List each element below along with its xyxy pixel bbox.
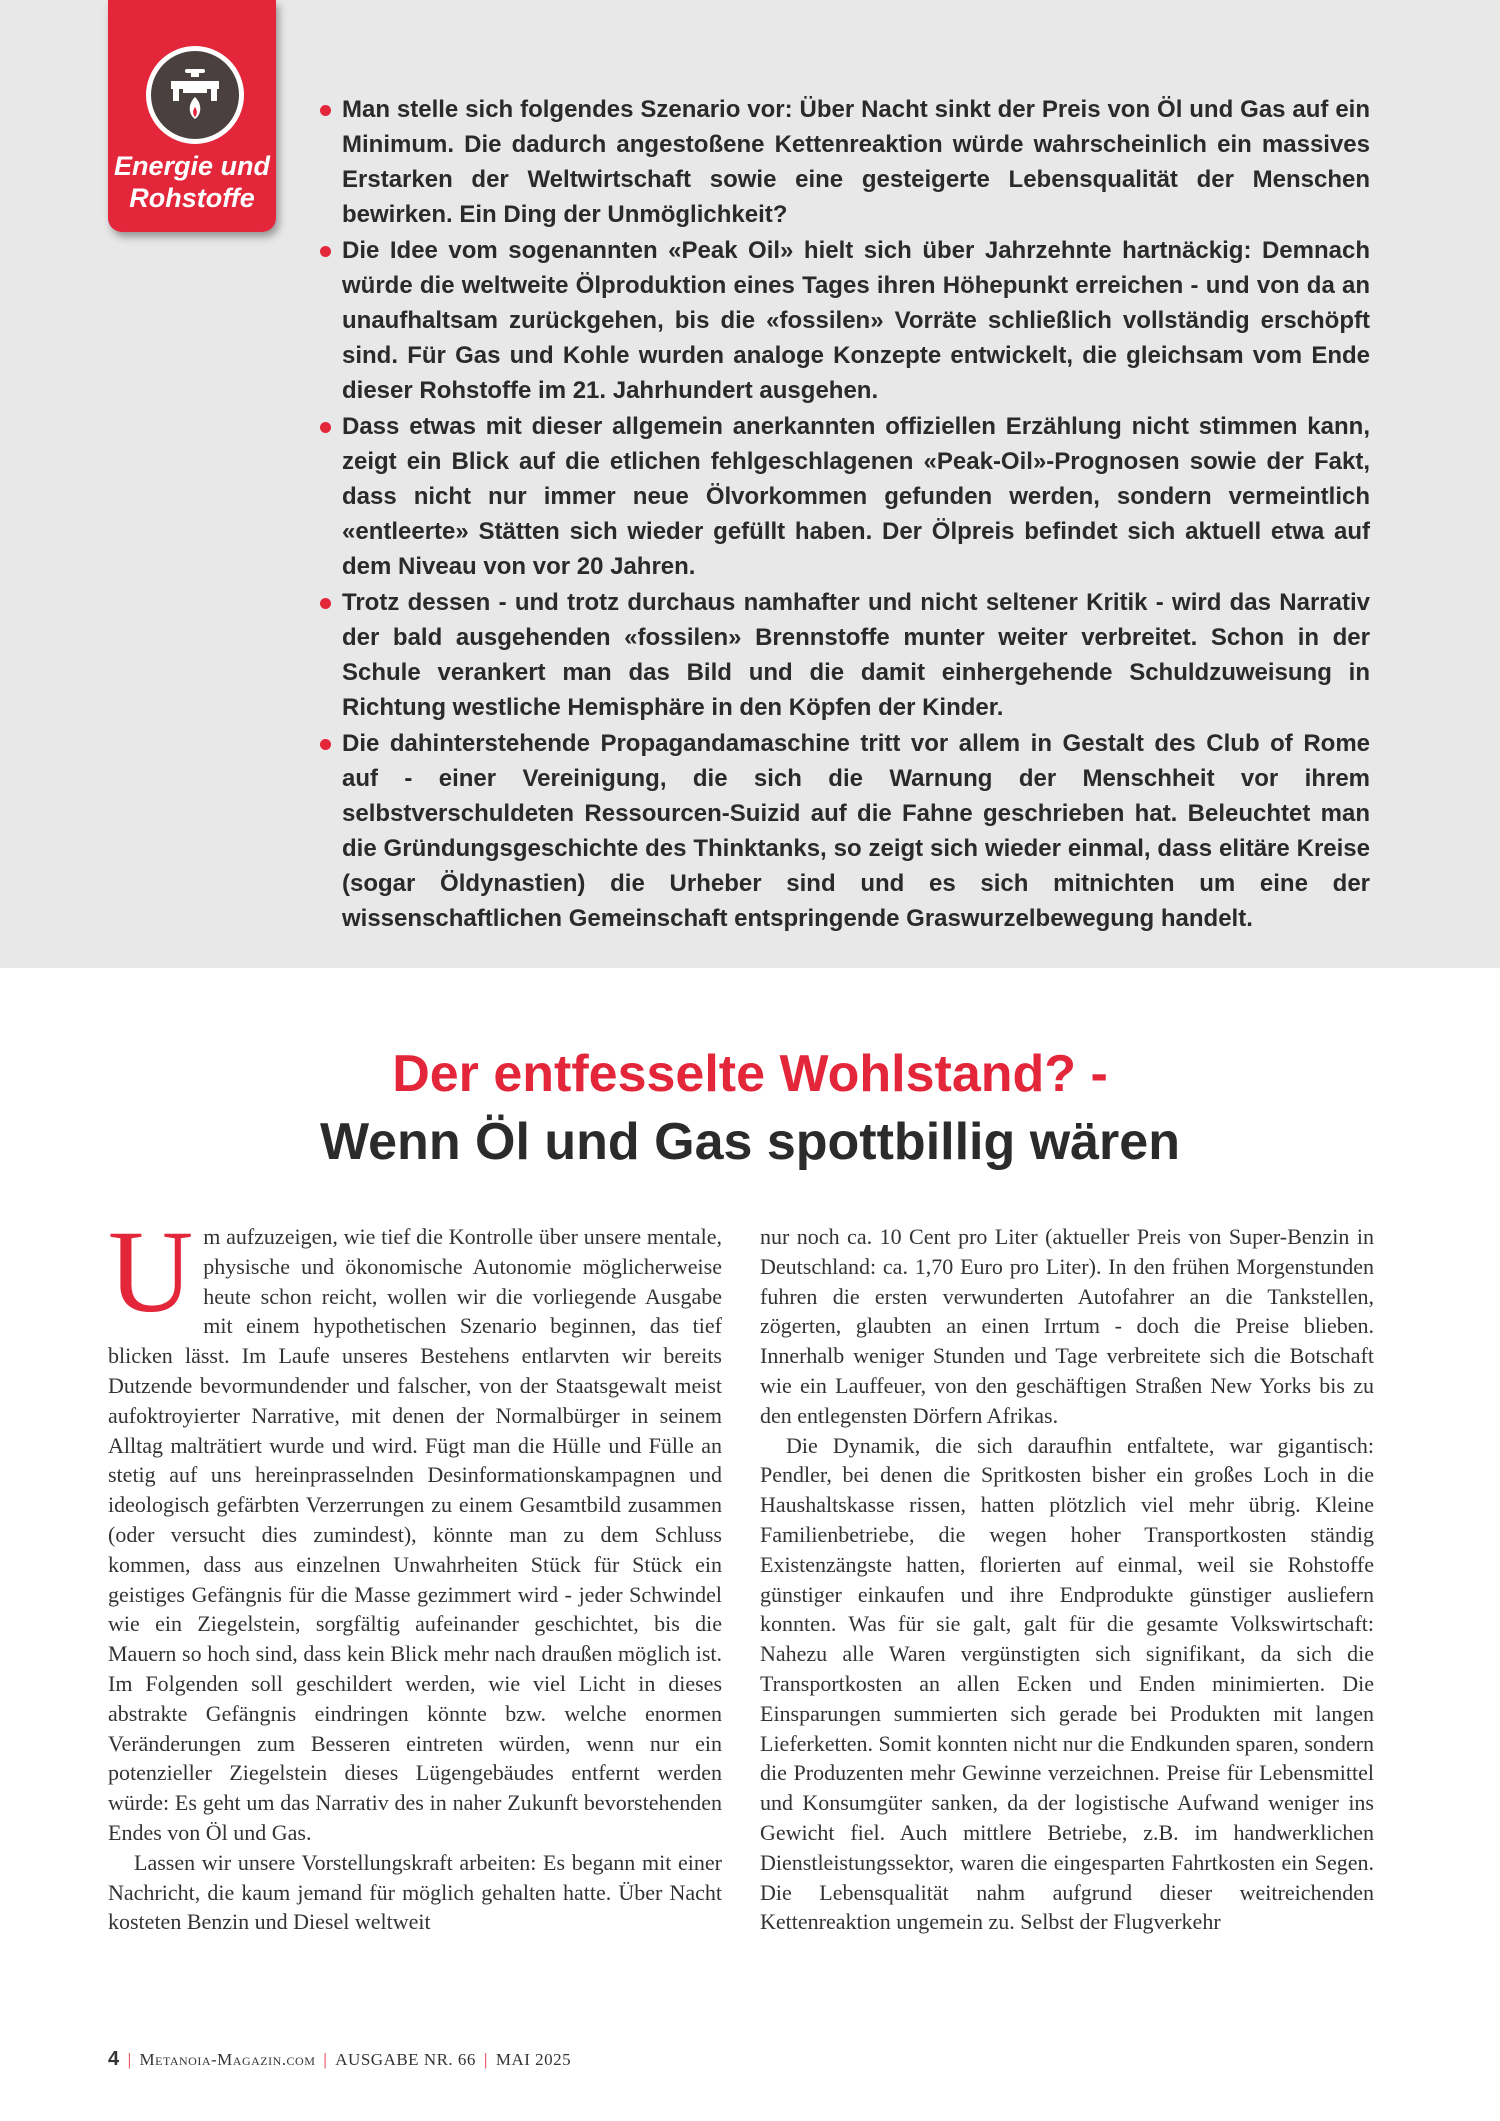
page-number: 4 — [108, 2048, 120, 2070]
article-column-left — [108, 1206, 722, 1937]
article-column-right — [760, 1222, 1374, 1937]
summary-bullets — [320, 92, 1370, 937]
article-paragraph: Lassen wir unsere Vorstellungskraft arbeiten: Es begann mit einer Nachricht, die kaum jemand für möglich gehalten hatte. Über Nacht kosteten Benzin und Diesel weltweit — [108, 1849, 722, 1935]
category-badge — [108, 0, 276, 232]
category-label: Energie und Rohstoffe — [113, 151, 270, 213]
article-paragraph: Die Dynamik, die sich daraufhin entfaltete, war gigantisch: Pendler, bei denen die Spritkosten bisher ein großes Loch in die Haushaltskasse rissen, hatten plötzlich viel mehr übrig. Kleine Familienbetriebe, die wegen hoher Transportkosten ständig Existenzängste hatten, florierten auf einmal, weil sie Rohstoffe günstiger einkaufen und ihre Endprodukte günstiger ausliefern konnten. Was für sie galt, galt für die gesamte Volkswirtschaft: Nahezu alle Waren vergünstigten sich signifikant, da sich die Transportkosten an allen Ecken und Enden minimierten. Die Einsparungen summierten sich gerade bei Produkten mit langen Lieferketten. Somit konnten nicht nur die Endkunden sparen, sondern die Produzenten mehr Gewinne verzeichnen. Preise für Lebensmittel und Konsumgüter sanken, da der logistische Aufwand weniger ins Gewicht fiel. Auch mittlere Betriebe, z.B. im handwerklichen Dienstleistungssektor, waren die eingesparten Fahrtkosten ein Segen. Die Lebensqualität nahm aufgrund dieser weitreichenden Kettenreaktion ungemein zu. Selbst der Flugverkehr — [760, 1432, 1374, 1935]
summary-bullet: Die dahinterstehende Propagandamaschine tritt vor allem in Gestalt des Club of Rome auf - einer Vereinigung, die sich die Warnung der Menschheit vor ihrem selbstverschuldeten Ressourcen-Suizid auf die Fahne geschrieben hat. Beleuchtet man die Gründungsgeschichte des Thinktanks, so zeigt sich wieder einmal, dass elitäre Kreise (sogar Öldynastien) die Urheber sind und es sich mitnichten um eine der wissenschaftlichen Gemeinschaft entspringende Graswurzelbewegung handelt. — [320, 726, 1370, 936]
page-footer: 4 | Metanoia-Magazin.com | AUSGABE NR. 66 | MAI 2025 — [108, 2048, 572, 2070]
summary-bullet: Dass etwas mit dieser allgemein anerkannten offiziellen Erzählung nicht stimmen kann, zeigt ein Blick auf die etlichen fehlgeschlagenen «Peak-Oil»-Prognosen sowie der Fakt, dass nicht nur immer neue Ölvorkommen gefunden werden, sondern vermeintlich «entleerte» Stätten sich wieder gefüllt haben. Der Ölpreis befindet sich aktuell etwa auf dem Niveau von vor 20 Jahren. — [320, 409, 1370, 584]
headline-line-1: Der entfesselte Wohlstand? - — [392, 1045, 1108, 1103]
oil-gas-pipe-flame-icon — [146, 46, 244, 144]
summary-bullet: Trotz dessen - und trotz durchaus namhafter und nicht seltener Kritik - wird das Narrativ der bald ausgehenden «fossilen» Brennstoffe munter weiter verbreitet. Schon in der Schule verankert man das Bild und die damit einhergehende Schuldzuweisung in Richtung westliche Hemisphäre in den Köpfen der Kinder. — [320, 585, 1370, 725]
article-paragraph: nur noch ca. 10 Cent pro Liter (aktueller Preis von Super-Benzin in Deutschland: ca. 1,70 Euro pro Liter). In den frühen Morgenstunden fuhren die ersten verwunderten Autofahrer an die Tankstellen, zögerten, glaubten an einen Irrtum - doch die Preise blieben. Innerhalb weniger Stunden und Tage verbreitete sich die Botschaft wie ein Lauffeuer, von den geschäftigen Straßen New Yorks bis zu den entlegensten Dörfern Afrikas. — [760, 1224, 1374, 1428]
article-paragraph: Um aufzuzeigen, wie tief die Kontrolle über unsere mentale, physische und ökonomische Autonomie möglicherweise heute schon reicht, wollen wir die vorliegende Ausgabe mit einem hypothetischen Szenario beginnen, das tief blicken lässt. Im Laufe unseres Bestehens entlarvten wir bereits Dutzende bevormundender und falscher, von der Staatsgewalt meist aufoktroyierter Narrative, mit denen der Normalbürger in seinem Alltag malträtiert wurde und wird. Fügt man die Hülle und Fülle an stetig auf uns hereinprasselnden Desinformationskampagnen und ideologisch gefärbten Verzerrungen zu einem Gesamtbild zusammen (oder versucht dies zumindest), könnte man zu dem Schluss kommen, dass aus einzelnen Unwahrheiten Stück für Stück ein geistiges Gefängnis für die Masse gezimmert wird - jeder Schwindel wie ein Ziegelstein, sorgfältig aufeinander geschichtet, bis die Mauern so hoch sind, dass kein Blick mehr nach draußen möglich ist. Im Folgenden soll geschildert werden, wie viel Licht in dieses abstrakte Gefängnis eindringen könnte bzw. welche enormen Veränderungen zum Besseren eintreten würden, wenn nur ein potenzieller Ziegelstein dieses Lügengebäudes entfernt werden würde: Es geht um das Narrativ des in naher Zukunft bevorstehenden Endes von Öl und Gas. — [108, 1206, 722, 1845]
article-headline — [0, 1040, 1500, 1176]
footer-issue: AUSGABE NR. 66 — [335, 2050, 476, 2069]
footer-date: MAI 2025 — [495, 2050, 572, 2069]
footer-site[interactable]: Metanoia-Magazin.com — [139, 2050, 316, 2069]
headline-line-2: Wenn Öl und Gas spottbillig wären — [320, 1113, 1180, 1171]
summary-bullet: Man stelle sich folgendes Szenario vor: Über Nacht sinkt der Preis von Öl und Gas auf ein Minimum. Die dadurch angestoßene Kettenreaktion würde wahrscheinlich ein massives Erstarken der Weltwirtschaft sowie eine gesteigerte Lebensqualität der Menschen bewirken. Ein Ding der Unmöglichkeit? — [320, 92, 1370, 232]
drop-cap: U — [108, 1206, 194, 1337]
summary-bullet: Die Idee vom sogenannten «Peak Oil» hielt sich über Jahrzehnte hartnäckig: Demnach würde die weltweite Ölproduktion eines Tages ihren Höhepunkt erreichen - und von da an unaufhaltsam zurückgehen, bis die «fossilen» Vorräte schließlich vollständig erschöpft sind. Für Gas und Kohle wurden analoge Konzepte entwickelt, die gleichsam vom Ende dieser Rohstoffe im 21. Jahrhundert ausgehen. — [320, 233, 1370, 408]
summary-box — [0, 0, 1500, 968]
